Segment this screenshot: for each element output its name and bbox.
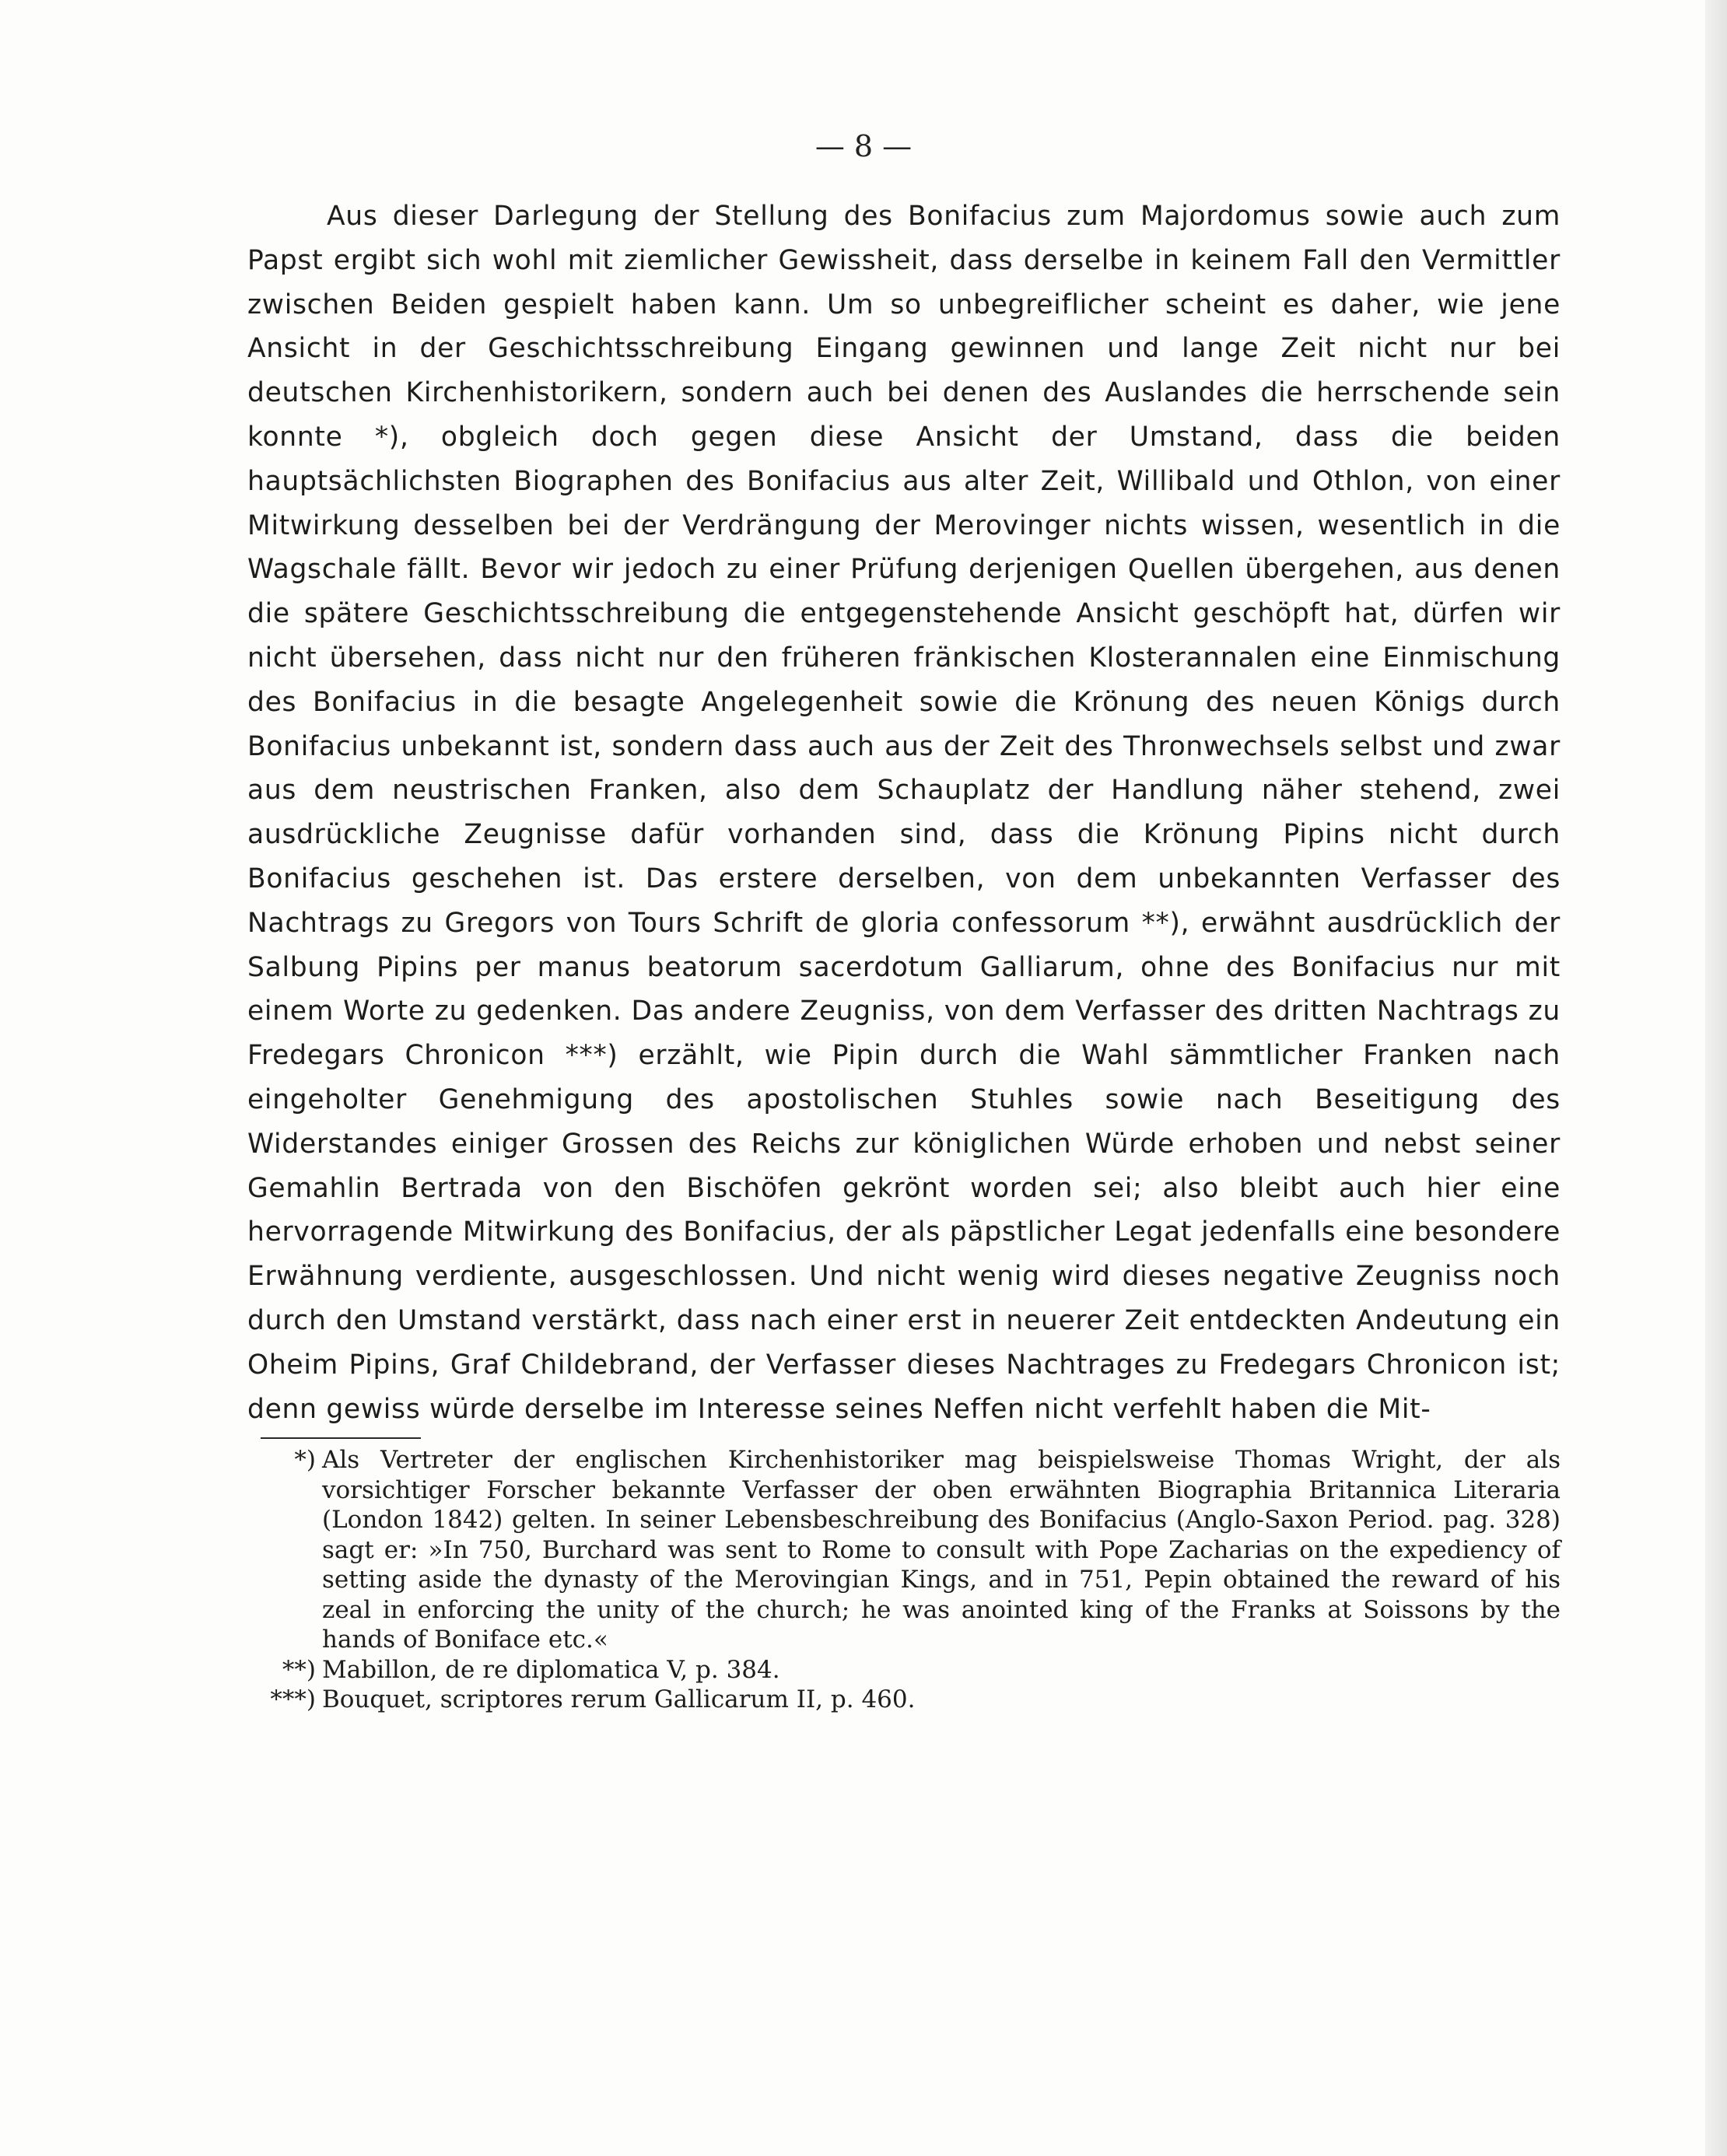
- footnote-marker: **): [282, 1655, 316, 1684]
- footnote-text: Bouquet, scriptores rerum Gallicarum II, p. 460.: [322, 1685, 916, 1713]
- page-number: — 8 —: [814, 129, 913, 163]
- footnote-text: Mabillon, de re diplomatica V, p. 384.: [322, 1655, 780, 1684]
- footnote-marker: *): [294, 1446, 316, 1474]
- page-edge-shadow: [1705, 0, 1727, 2156]
- footnote-1: [257, 1445, 1561, 1655]
- footnotes: [257, 1445, 1561, 1715]
- footnote-separator: [261, 1437, 421, 1439]
- footnote-3: [257, 1685, 1561, 1715]
- footnote-marker: ***): [270, 1685, 316, 1713]
- footnote-2: [257, 1655, 1561, 1685]
- body-paragraph: Aus dieser Darlegung der Stellung des Bonifacius zum Majordomus sowie auch zum Papst ergibt sich wohl mit ziemlicher Gewissheit, dass derselbe in keinem Fall den Vermittler zwischen Beiden gespielt haben kann. Um so unbegreiflicher scheint es daher, wie jene Ansicht in der Geschichtsschreibung Eingang gewinnen und lange Zeit nicht nur bei deutschen Kirchenhistorikern, sondern auch bei denen des Auslandes die herrschende sein konnte *), obgleich doch gegen diese Ansicht der Umstand, dass die beiden hauptsächlichsten Biographen des Bonifacius aus alter Zeit, Willibald und Othlon, von einer Mitwirkung desselben bei der Verdrängung der Merovinger nichts wissen, wesentlich in die Wagschale fällt. Bevor wir jedoch zu einer Prüfung derjenigen Quellen übergehen, aus denen die spätere Geschichtsschreibung die entgegenstehende Ansicht geschöpft hat, dürfen wir nicht übersehen, dass nicht nur den früheren fränkischen Klosterannalen eine Einmischung des Bonifacius in die besagte Angelegenheit sowie die Krönung des neuen Königs durch Bonifacius unbekannt ist, sondern dass auch aus der Zeit des Thronwechsels selbst und zwar aus dem neustrischen Franken, also dem Schauplatz der Handlung näher stehend, zwei ausdrückliche Zeugnisse dafür vorhanden sind, dass die Krönung Pipins nicht durch Bonifacius geschehen ist. Das erstere derselben, von dem unbekannten Verfasser des Nachtrags zu Gregors von Tours Schrift de gloria confessorum **), erwähnt ausdrücklich der Salbung Pipins per manus beatorum sacerdotum Galliarum, ohne des Bonifacius nur mit einem Worte zu gedenken. Das andere Zeugniss, von dem Verfasser des dritten Nachtrags zu Fredegars Chronicon ***) erzählt, wie Pipin durch die Wahl sämmtlicher Franken nach eingeholter Genehmigung des apostolischen Stuhles sowie nach Beseitigung des Widerstandes einiger Grossen des Reichs zur königlichen Würde erhoben und nebst seiner Gemahlin Bertrada von den Bischöfen gekrönt worden sei; also bleibt auch hier eine hervorragende Mitwirkung des Bonifacius, der als päpstlicher Legat jedenfalls eine besondere Erwähnung verdiente, ausgeschlossen. Und nicht wenig wird dieses negative Zeugniss noch durch den Umstand verstärkt, dass nach einer erst in neuerer Zeit entdeckten Andeutung ein Oheim Pipins, Graf Childebrand, der Verfasser dieses Nachtrages zu Fredegars Chronicon ist; denn gewiss würde derselbe im Interesse seines Neffen nicht verfehlt haben die Mit-: [247, 201, 1561, 1425]
- footnote-text: Als Vertreter der englischen Kirchenhistoriker mag beispielsweise Thomas Wright, der als vorsichtiger Forscher bekannte Verfasser der oben erwähnten Biographia Britannica Literaria (London 1842) gelten. In seiner Lebensbeschreibung des Bonifacius (Anglo-Saxon Period. pag. 328) sagt er: »In 750, Burchard was sent to Rome to consult with Pope Zacharias on the expediency of setting aside the dynasty of the Merovingian Kings, and in 751, Pepin obtained the reward of his zeal in enforcing the unity of the church; he was anointed king of the Franks at Soissons by the hands of Boniface etc.«: [322, 1446, 1561, 1654]
